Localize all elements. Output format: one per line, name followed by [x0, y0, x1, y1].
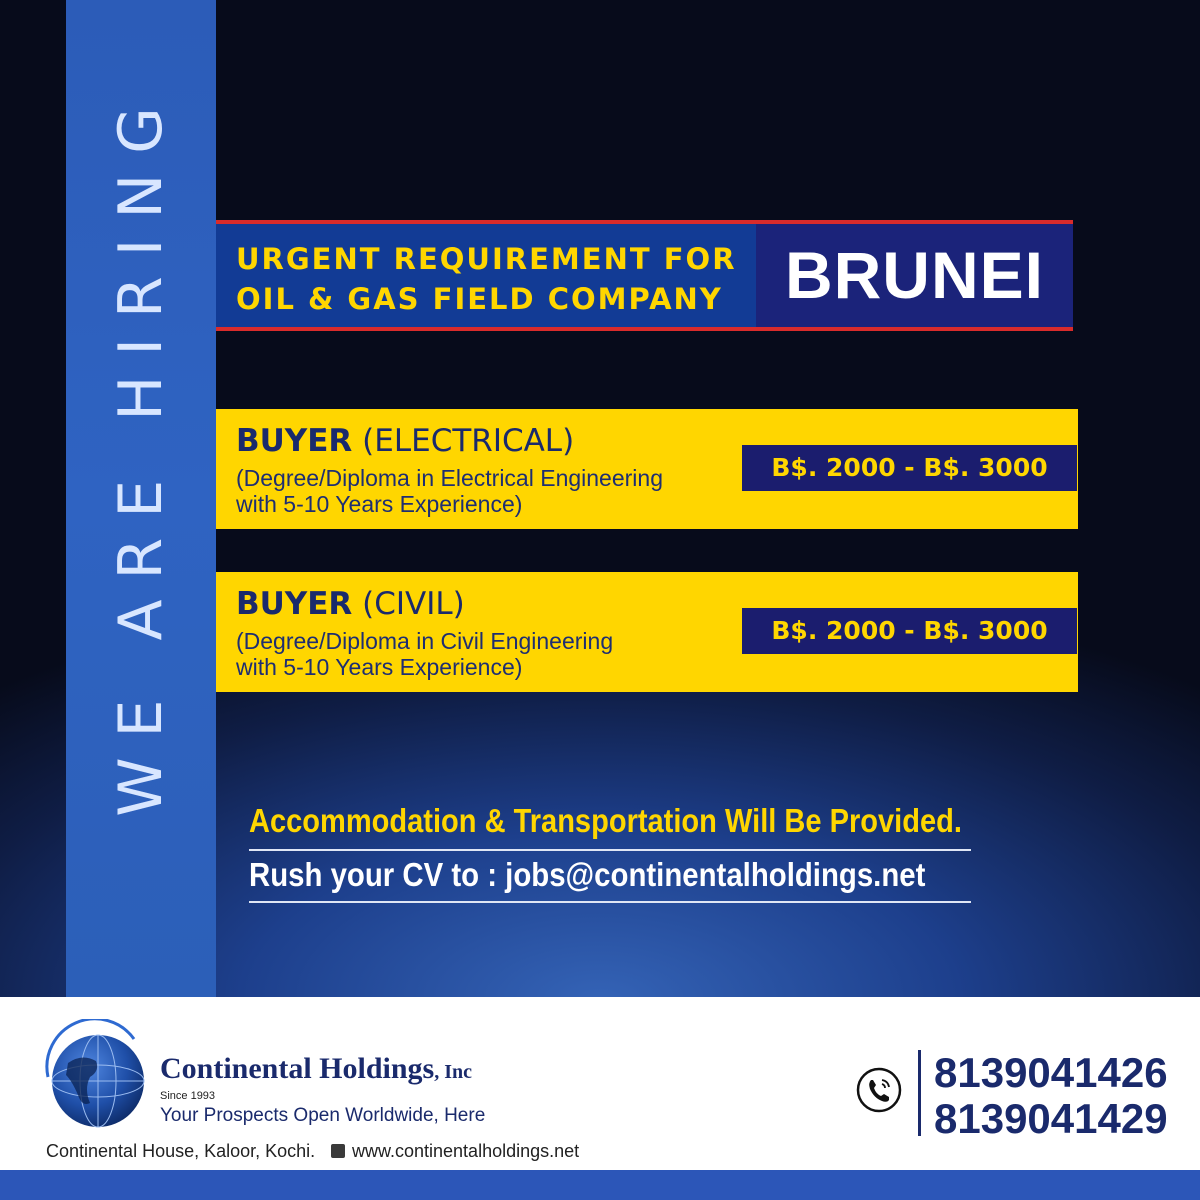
- divider: [249, 849, 971, 851]
- web-icon: [331, 1144, 345, 1158]
- banner-right-box: [756, 224, 1073, 327]
- benefits-note: Accommodation & Transportation Will Be Provided.: [249, 802, 962, 839]
- job-card-electrical: [216, 409, 1078, 529]
- website-link[interactable]: www.continentalholdings.net: [352, 1141, 580, 1161]
- job-discipline: (ELECTRICAL): [362, 423, 575, 459]
- salary-badge: B$. 2000 - B$. 3000: [742, 445, 1077, 491]
- phone-icon: [856, 1067, 902, 1113]
- job-description-line-1: (Degree/Diploma in Electrical Engineering: [236, 465, 663, 491]
- job-description-line-1: (Degree/Diploma in Civil Engineering: [236, 628, 614, 654]
- footer: [0, 997, 1200, 1170]
- address: Continental House, Kaloor, Kochi.: [46, 1141, 316, 1161]
- since-label: Since 1993: [160, 1090, 216, 1102]
- phone-number-1[interactable]: 8139041426: [934, 1049, 1168, 1096]
- job-title: [236, 423, 574, 459]
- country-label: BRUNEI: [784, 238, 1044, 312]
- job-role: BUYER: [236, 586, 353, 622]
- job-discipline: (CIVIL): [362, 586, 465, 622]
- job-description: [236, 628, 613, 680]
- company-name: [160, 1052, 472, 1086]
- phone-number-2[interactable]: 8139041429: [934, 1095, 1168, 1142]
- globe-logo-icon: [38, 1019, 154, 1135]
- requirement-banner: [216, 220, 1073, 332]
- phone-divider: [918, 1050, 921, 1136]
- requirement-line-1: URGENT REQUIREMENT FOR: [236, 242, 737, 276]
- salary-badge: B$. 2000 - B$. 3000: [742, 608, 1077, 654]
- company-name-text: Continental Holdings: [160, 1052, 435, 1085]
- banner-left-box: [216, 224, 756, 327]
- company-suffix: , Inc: [434, 1061, 473, 1083]
- job-card-civil: [216, 572, 1078, 692]
- job-description: [236, 465, 663, 517]
- apply-note: Rush your CV to : jobs@continentalholdings.net: [249, 856, 926, 893]
- divider: [249, 901, 971, 903]
- job-role: BUYER: [236, 423, 353, 459]
- job-description-line-2: with 5-10 Years Experience): [236, 654, 523, 680]
- we-are-hiring-text: WE ARE HIRING: [106, 87, 176, 817]
- requirement-line-2: OIL & GAS FIELD COMPANY: [236, 282, 723, 316]
- bottom-bar: [0, 1170, 1200, 1200]
- job-title: [236, 586, 465, 622]
- job-description-line-2: with 5-10 Years Experience): [236, 491, 523, 517]
- banner-bottom-line: [216, 327, 1073, 331]
- tagline: Your Prospects Open Worldwide, Here: [160, 1105, 486, 1126]
